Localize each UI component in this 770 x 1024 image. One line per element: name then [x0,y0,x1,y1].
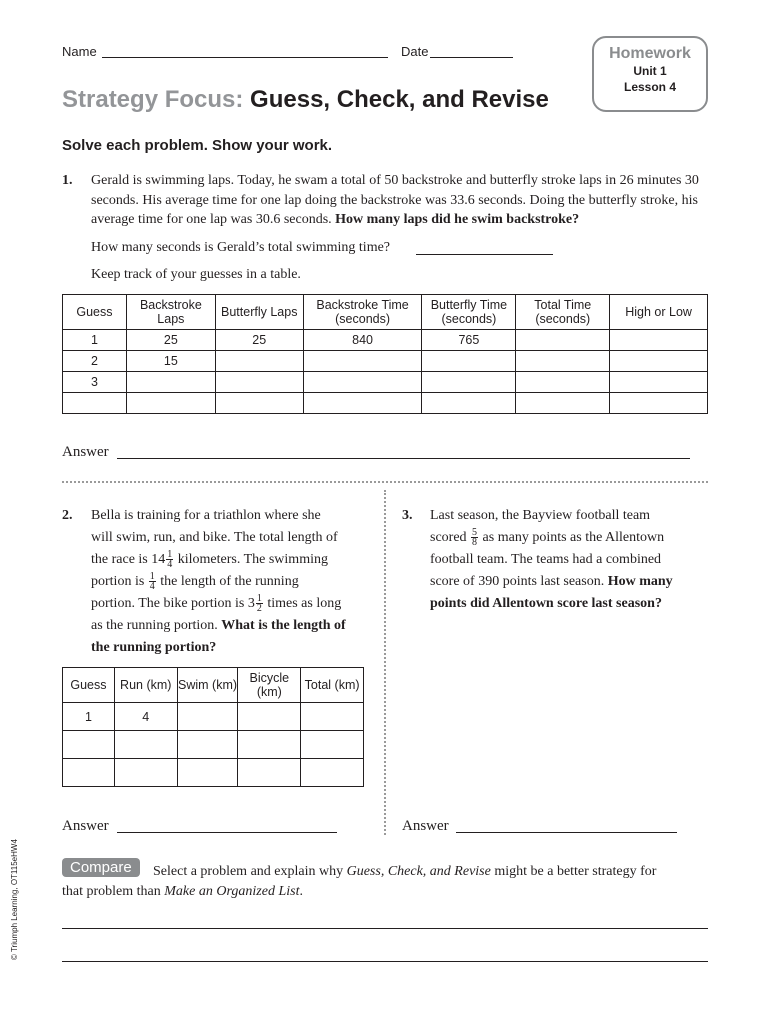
problem3-line: scored $\frac{5}{8}$ as many points as the Allentown [430,527,665,549]
table-cell: 15 [126,351,215,372]
problem3-line: score of 390 points last season. How many [430,574,673,589]
problem2-line: Bella is training for a triathlon where she [91,508,321,523]
homework-badge-lesson: Lesson 4 [623,80,677,94]
table-cell[interactable] [238,731,301,759]
table-cell: 840 [303,330,422,351]
table-cell[interactable] [126,393,215,414]
fraction: $\frac{1}{4}$ [149,571,155,593]
instructions: Solve each problem. Show your work. [62,137,333,154]
table-cell[interactable] [215,393,303,414]
table-cell[interactable] [610,372,708,393]
table-cell[interactable] [610,330,708,351]
problem1-track: Keep track of your guesses in a table. [91,267,301,282]
table-cell[interactable] [516,372,610,393]
table-header: High or Low [610,295,708,330]
problem1-question: How many laps did he swim backstroke? [335,212,580,227]
table-header: Bicycle (km) [238,668,301,703]
compare-answer-line[interactable] [62,928,708,929]
name-field[interactable] [102,57,388,58]
problem2-line: portion is $\frac{1}{4}$ the length of the running [91,571,299,593]
compare-line2: that problem than Make an Organized List. [62,884,303,899]
table-cell[interactable] [303,393,422,414]
table-cell[interactable] [63,393,127,414]
problem2-text [91,505,381,659]
table-row [63,351,708,372]
problem3-line: points did Allentown score last season? [430,596,662,611]
problem3-line: football team. The teams had a combined [430,552,662,567]
table-cell[interactable] [63,731,115,759]
problem2-line: as the running portion. What is the length of [91,618,346,633]
table-cell[interactable] [610,393,708,414]
table-row [63,330,708,351]
table-cell[interactable] [215,351,303,372]
column-divider [384,490,386,835]
answer-label-3: Answer [402,818,449,834]
problem2-line: portion. The bike portion is 3 $\frac{1}{2}$ times as long [91,593,342,615]
date-label: Date [401,44,429,59]
table-cell[interactable] [516,393,610,414]
fraction: $\frac{1}{2}$ [256,593,262,615]
table-cell[interactable] [516,330,610,351]
table-cell[interactable] [177,703,238,731]
section-divider [62,481,708,483]
table-header: Guess [63,295,127,330]
table-cell[interactable] [301,703,364,731]
fraction: $\frac{1}{4}$ [167,549,173,571]
table-cell[interactable] [215,372,303,393]
compare-line1: Select a problem and explain why Guess, Check, and Revise might be a better strategy for [153,864,657,879]
table-cell[interactable] [422,351,516,372]
table-header: Butterfly Time (seconds) [422,295,516,330]
title-main: Guess, Check, and Revise [250,86,549,113]
guess-table-2 [62,667,364,787]
table-header: Butterfly Laps [215,295,303,330]
table-cell[interactable] [301,731,364,759]
answer-field-1[interactable] [117,458,690,459]
problem1-prompt: How many seconds is Gerald’s total swimming time? [91,240,391,255]
homework-badge-title: Homework [609,45,691,62]
table-cell[interactable] [610,351,708,372]
table-cell: 25 [126,330,215,351]
copyright-text: © Triumph Learning, OT115eHW4 [10,839,19,960]
problem2-line: the race is 14 $\frac{1}{4}$ kilometers. The swimming [91,549,328,571]
table-row [63,372,708,393]
table-cell[interactable] [114,731,177,759]
table-header: Total Time (seconds) [516,295,610,330]
fraction: $\frac{5}{8}$ [472,527,478,549]
table-cell: 1 [63,703,115,731]
table-cell[interactable] [422,372,516,393]
table-cell[interactable] [63,759,115,787]
answer-label-1: Answer [62,444,109,460]
table-cell[interactable] [301,759,364,787]
table-cell: 2 [63,351,127,372]
table-header: Run (km) [114,668,177,703]
table-cell: 4 [114,703,177,731]
problem1-number: 1. [62,173,73,188]
problem2-line: will swim, run, and bike. The total length of [91,530,338,545]
table-cell: 1 [63,330,127,351]
answer-field-2[interactable] [117,832,337,833]
table-cell[interactable] [303,351,422,372]
table-header: Backstroke Time (seconds) [303,295,422,330]
problem2-number: 2. [62,508,73,523]
table-cell[interactable] [422,393,516,414]
table-header: Guess [63,668,115,703]
table-row [63,759,364,787]
compare-answer-line[interactable] [62,961,708,962]
problem2-line: the running portion? [91,640,217,655]
table-cell[interactable] [238,703,301,731]
table-row [63,703,364,731]
homework-badge-unit: Unit 1 [633,64,667,78]
table-cell: 3 [63,372,127,393]
compare-badge: Compare [62,858,140,877]
date-field[interactable] [430,57,513,58]
table-cell: 25 [215,330,303,351]
table-header-row [63,295,708,330]
answer-label-2: Answer [62,818,109,834]
table-row [63,393,708,414]
name-label: Name [62,44,97,59]
table-cell[interactable] [238,759,301,787]
problem3-text [430,505,730,615]
title-prefix: Strategy Focus: [62,86,244,113]
total-time-field[interactable] [416,254,553,255]
table-header: Total (km) [301,668,364,703]
table-cell: 765 [422,330,516,351]
page-title [62,86,549,114]
problem1-body: Gerald is swimming laps. Today, he swam a total of 50 backstroke and butterfly stroke laps in 26 minutes 30 seconds. His average time for one lap doing the backstroke was 33.6 seconds. Doing the butterfly stroke, his average time for one lap was 30.6 seconds. [91,173,699,227]
table-cell[interactable] [177,759,238,787]
table-cell[interactable] [303,372,422,393]
table-header: Backstroke Laps [126,295,215,330]
table-cell[interactable] [177,731,238,759]
problem3-number: 3. [402,508,413,523]
problem1-text [91,171,711,230]
answer-field-3[interactable] [456,832,677,833]
problem3-line: Last season, the Bayview football team [430,508,651,523]
table-header: Swim (km) [177,668,238,703]
table-cell[interactable] [516,351,610,372]
table-cell[interactable] [126,372,215,393]
table-header-row [63,668,364,703]
table-row [63,731,364,759]
table-cell[interactable] [114,759,177,787]
homework-badge [592,36,708,112]
guess-table-1 [62,294,708,414]
